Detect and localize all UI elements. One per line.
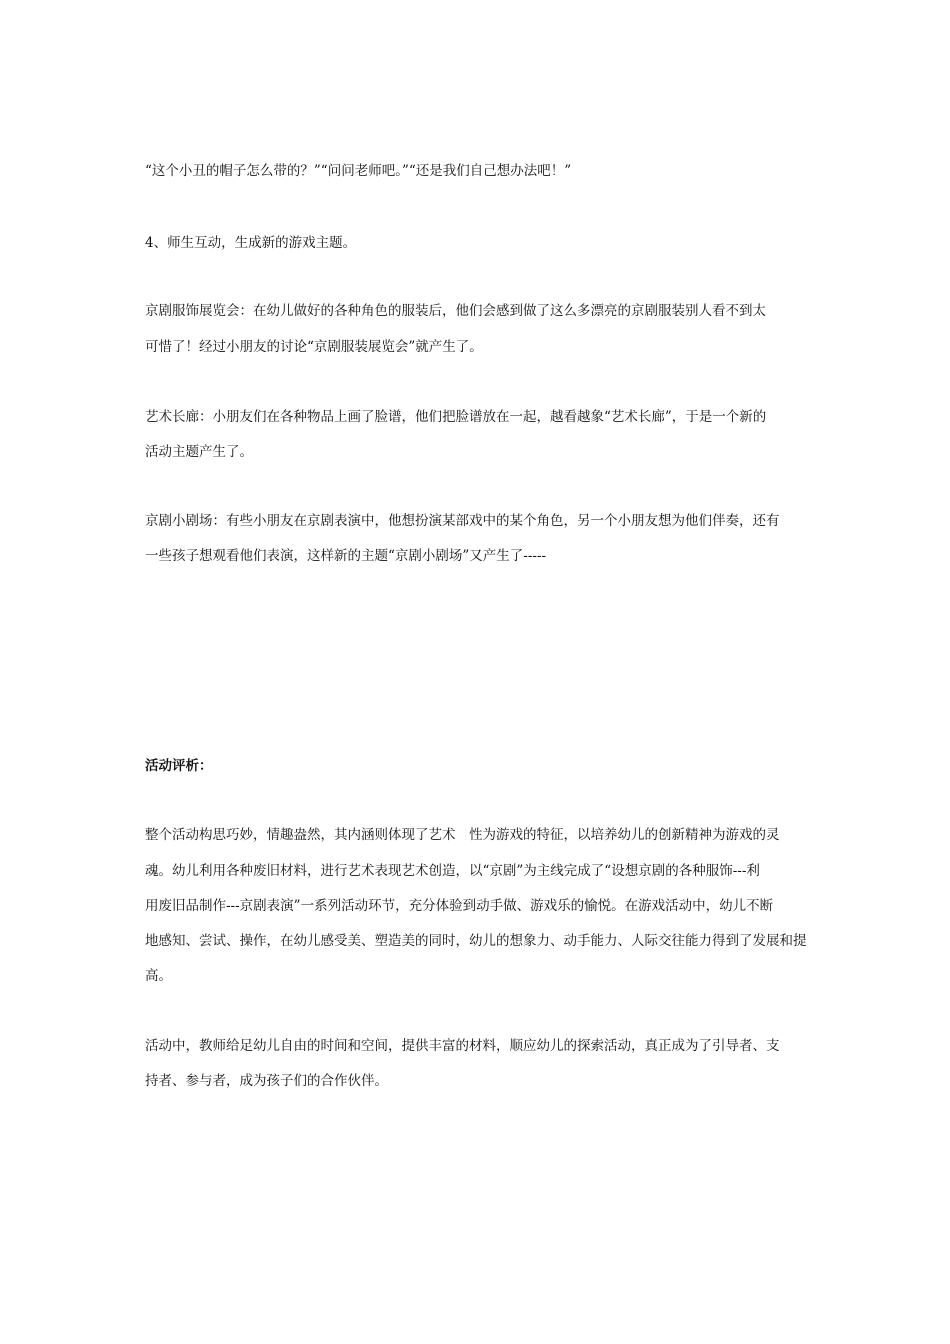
paragraph-line: 活动主题产生了。 xyxy=(145,444,253,460)
paragraph-line: 艺术长廊：小朋友们在各种物品上画了脸谱，他们把脸谱放在一起，越看越象“艺术长廊”，于是一个新的 xyxy=(145,409,767,425)
paragraph-line: 京剧服饰展览会：在幼儿做好的各种角色的服装后，他们会感到做了这么多漂亮的京剧服装别人看不到太 xyxy=(145,303,766,319)
paragraph-line: 一些孩子想观看他们表演，这样新的主题“京剧小剧场”又产生了----- xyxy=(145,548,547,564)
paragraph-line: 魂。幼儿利用各种废旧材料，进行艺术表现艺术创造，以“京剧”为主线完成了“设想京剧的各种服饰---利 xyxy=(145,863,760,879)
paragraph-line: 地感知、尝试、操作，在幼儿感受美、塑造美的同时，幼儿的想象力、动手能力、人际交往能力得到了发展和提 xyxy=(145,933,807,949)
step4-heading: 4、师生互动，生成新的游戏主题。 xyxy=(145,235,357,251)
analysis-heading: 活动评析： xyxy=(145,758,213,774)
paragraph-line: 整个活动构思巧妙，情趣盎然，其内涵则体现了艺术 性为游戏的特征，以培养幼儿的创新精神为游戏的灵 xyxy=(145,827,780,843)
paragraph-line: 京剧小剧场：有些小朋友在京剧表演中，他想扮演某部戏中的某个角色，另一个小朋友想为他们伴奏，还有 xyxy=(145,513,780,529)
paragraph-line: 可惜了！经过小朋友的讨论“京剧服装展览会”就产生了。 xyxy=(145,339,483,355)
paragraph-line: 用废旧品制作---京剧表演”一系列活动环节，充分体验到动手做、游戏乐的愉悦。在游戏活动中，幼儿不断 xyxy=(145,898,774,914)
paragraph-line: 活动中，教师给足幼儿自由的时间和空间，提供丰富的材料，顺应幼儿的探索活动，真正成为了引导者、支 xyxy=(145,1038,780,1054)
paragraph-line: 高。 xyxy=(145,968,172,984)
paragraph-line: 持者、参与者，成为孩子们的合作伙伴。 xyxy=(145,1073,388,1089)
quote-line: “这个小丑的帽子怎么带的？”“问问老师吧。”“还是我们自己想办法吧！” xyxy=(145,163,572,179)
